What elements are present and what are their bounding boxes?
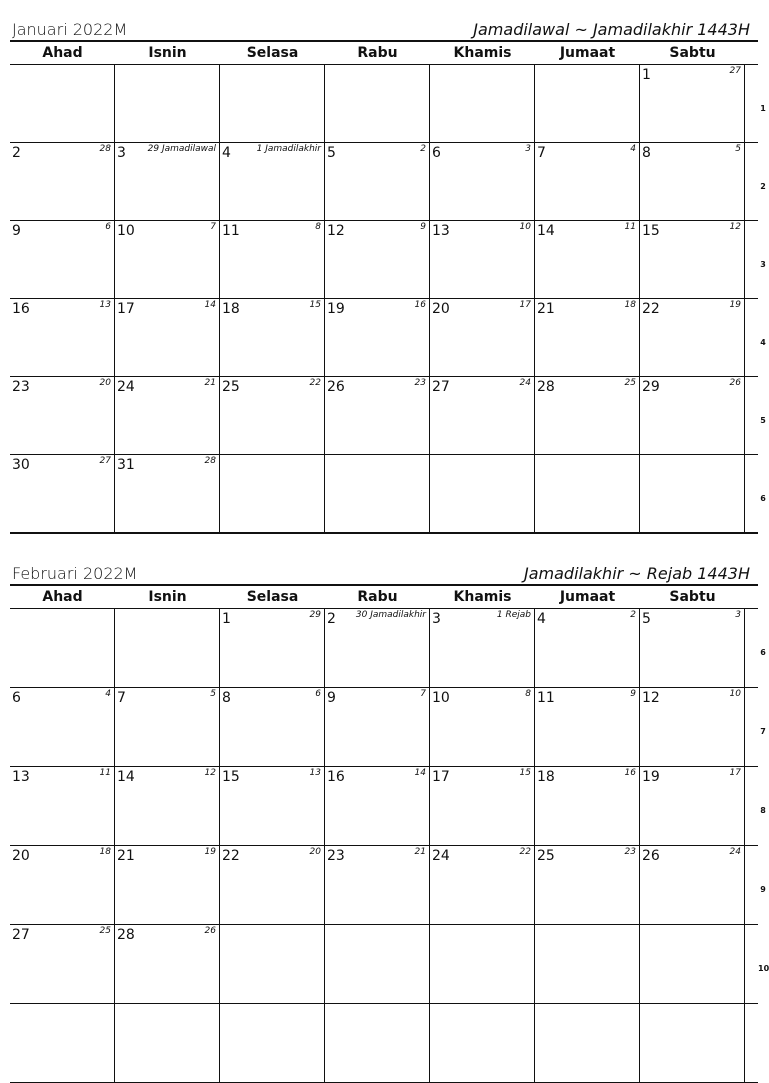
- day-cell: [430, 767, 535, 845]
- gregorian-day-number: 22: [222, 848, 240, 864]
- hijri-day-number: 9: [420, 222, 426, 232]
- hijri-day-number: 28: [99, 144, 111, 154]
- week-number: 5: [760, 416, 766, 425]
- day-cell: [220, 377, 325, 454]
- hijri-day-number: 20: [99, 378, 111, 388]
- day-cell: [535, 377, 640, 454]
- gregorian-day-number: 18: [537, 769, 555, 785]
- hijri-day-number: 8: [525, 689, 531, 699]
- day-cell: [535, 221, 640, 298]
- gregorian-day-number: 5: [642, 611, 651, 627]
- hijri-day-number: 24: [519, 378, 531, 388]
- gregorian-day-number: 21: [537, 301, 555, 317]
- hijri-day-number: 26: [729, 378, 741, 388]
- gregorian-day-number: 15: [222, 769, 240, 785]
- hijri-day-number: 3: [525, 144, 531, 154]
- week-row: [10, 65, 766, 143]
- weekday-label: Selasa: [246, 589, 299, 605]
- day-cell: [115, 609, 220, 687]
- hijri-day-number: 16: [624, 768, 636, 778]
- gregorian-day-number: 2: [327, 611, 336, 627]
- day-cell: [10, 688, 115, 766]
- day-grid: [10, 609, 769, 1083]
- week-row: [10, 1004, 758, 1083]
- week-number: 3: [760, 260, 766, 269]
- gregorian-day-number: 9: [12, 223, 21, 239]
- day-cell: [10, 767, 115, 845]
- day-cell: [325, 143, 430, 220]
- hijri-day-number: 5: [735, 144, 741, 154]
- hijri-day-number: 29 Jamadilawal: [147, 144, 216, 154]
- gregorian-day-number: 16: [327, 769, 345, 785]
- gregorian-day-number: 25: [537, 848, 555, 864]
- hijri-day-number: 11: [99, 768, 111, 778]
- week-row: [10, 767, 766, 846]
- gregorian-day-number: 14: [537, 223, 555, 239]
- day-cell: [220, 925, 325, 1003]
- day-cell: [325, 65, 430, 142]
- hijri-day-number: 27: [729, 66, 741, 76]
- hijri-day-number: 12: [729, 222, 741, 232]
- day-cell: [535, 688, 640, 766]
- gregorian-day-number: 30: [12, 457, 30, 473]
- day-cell: [220, 767, 325, 845]
- gregorian-day-number: 1: [642, 67, 651, 83]
- day-cell: [535, 846, 640, 924]
- gregorian-day-number: 20: [12, 848, 30, 864]
- gregorian-day-number: 6: [432, 145, 441, 161]
- weekday-label: Selasa: [246, 45, 299, 61]
- hijri-day-number: 4: [630, 144, 636, 154]
- day-cell: [325, 846, 430, 924]
- week-number: 6: [760, 494, 766, 503]
- hijri-day-number: 23: [414, 378, 426, 388]
- gregorian-day-number: 3: [117, 145, 126, 161]
- day-cell: [10, 299, 115, 376]
- day-cell: [640, 925, 745, 1003]
- gregorian-day-number: 24: [117, 379, 135, 395]
- hijri-day-number: 22: [519, 847, 531, 857]
- week-row: [10, 609, 766, 688]
- hijri-day-number: 25: [624, 378, 636, 388]
- day-cell: [535, 1004, 640, 1082]
- day-cell: [640, 65, 745, 142]
- gregorian-day-number: 13: [432, 223, 450, 239]
- day-cell: [640, 221, 745, 298]
- day-cell: [220, 846, 325, 924]
- weekday-label: Khamis: [453, 45, 512, 61]
- month-calendar: [10, 562, 769, 1083]
- day-cell: [535, 65, 640, 142]
- gregorian-day-number: 4: [537, 611, 546, 627]
- hijri-day-number: 7: [210, 222, 216, 232]
- hijri-day-number: 19: [729, 300, 741, 310]
- gregorian-day-number: 23: [327, 848, 345, 864]
- hijri-day-number: 13: [309, 768, 321, 778]
- weekday-label: Khamis: [453, 589, 512, 605]
- gregorian-day-number: 8: [222, 690, 231, 706]
- gregorian-day-number: 12: [642, 690, 660, 706]
- gregorian-day-number: 18: [222, 301, 240, 317]
- weekday-label: Sabtu: [669, 589, 716, 605]
- day-cell: [640, 143, 745, 220]
- gregorian-day-number: 10: [117, 223, 135, 239]
- hijri-day-number: 18: [99, 847, 111, 857]
- day-cell: [115, 143, 220, 220]
- day-cell: [220, 221, 325, 298]
- hijri-month-range: Jamadilawal ~ Jamadilakhir 1443H: [473, 20, 750, 39]
- gregorian-day-number: 25: [222, 379, 240, 395]
- day-cell: [10, 1004, 115, 1082]
- gregorian-day-number: 19: [642, 769, 660, 785]
- day-cell: [115, 925, 220, 1003]
- hijri-day-number: 1 Jamadilakhir: [256, 144, 321, 154]
- hijri-day-number: 1 Rejab: [496, 610, 531, 620]
- day-cell: [115, 846, 220, 924]
- gregorian-day-number: 13: [12, 769, 30, 785]
- day-cell: [10, 609, 115, 687]
- gregorian-day-number: 11: [537, 690, 555, 706]
- hijri-day-number: 21: [414, 847, 426, 857]
- day-cell: [325, 221, 430, 298]
- day-cell: [430, 299, 535, 376]
- day-cell: [10, 221, 115, 298]
- gregorian-day-number: 29: [642, 379, 660, 395]
- gregorian-day-number: 4: [222, 145, 231, 161]
- hijri-day-number: 19: [204, 847, 216, 857]
- day-cell: [640, 846, 745, 924]
- gregorian-day-number: 5: [327, 145, 336, 161]
- hijri-day-number: 30 Jamadilakhir: [355, 610, 426, 620]
- hijri-day-number: 20: [309, 847, 321, 857]
- day-cell: [430, 65, 535, 142]
- day-cell: [115, 299, 220, 376]
- gregorian-day-number: 8: [642, 145, 651, 161]
- hijri-day-number: 17: [729, 768, 741, 778]
- gregorian-day-number: 12: [327, 223, 345, 239]
- week-number: 9: [760, 885, 766, 894]
- hijri-day-number: 17: [519, 300, 531, 310]
- weekday-label: Jumaat: [559, 45, 616, 61]
- hijri-day-number: 14: [414, 768, 426, 778]
- day-cell: [325, 925, 430, 1003]
- day-cell: [220, 299, 325, 376]
- week-row: [10, 143, 766, 221]
- day-cell: [10, 377, 115, 454]
- hijri-day-number: 15: [519, 768, 531, 778]
- gregorian-day-number: 26: [642, 848, 660, 864]
- day-cell: [115, 377, 220, 454]
- day-cell: [325, 377, 430, 454]
- week-row: [10, 925, 769, 1004]
- day-cell: [325, 688, 430, 766]
- gregorian-day-number: 23: [12, 379, 30, 395]
- day-cell: [115, 767, 220, 845]
- week-row: [10, 377, 766, 455]
- day-cell: [220, 65, 325, 142]
- day-cell: [115, 65, 220, 142]
- hijri-day-number: 4: [105, 689, 111, 699]
- day-cell: [220, 1004, 325, 1082]
- week-number: 4: [760, 338, 766, 347]
- hijri-day-number: 13: [99, 300, 111, 310]
- gregorian-day-number: 7: [117, 690, 126, 706]
- hijri-day-number: 15: [309, 300, 321, 310]
- gregorian-day-number: 19: [327, 301, 345, 317]
- hijri-day-number: 22: [309, 378, 321, 388]
- weekday-header-row: [10, 40, 758, 65]
- hijri-day-number: 3: [735, 610, 741, 620]
- hijri-month-range: Jamadilakhir ~ Rejab 1443H: [524, 564, 750, 583]
- hijri-day-number: 2: [420, 144, 426, 154]
- day-cell: [430, 846, 535, 924]
- gregorian-day-number: 28: [117, 927, 135, 943]
- day-cell: [220, 688, 325, 766]
- hijri-day-number: 16: [414, 300, 426, 310]
- day-cell: [115, 221, 220, 298]
- weekday-label: Rabu: [357, 589, 398, 605]
- hijri-day-number: 2: [630, 610, 636, 620]
- weekday-label: Jumaat: [559, 589, 616, 605]
- day-cell: [640, 299, 745, 376]
- week-row: [10, 299, 766, 377]
- weekday-header-row: [10, 584, 758, 609]
- day-grid: [10, 65, 766, 534]
- day-cell: [430, 143, 535, 220]
- day-cell: [535, 299, 640, 376]
- gregorian-day-number: 10: [432, 690, 450, 706]
- gregorian-day-number: 22: [642, 301, 660, 317]
- day-cell: [325, 1004, 430, 1082]
- gregorian-day-number: 15: [642, 223, 660, 239]
- gregorian-day-number: 9: [327, 690, 336, 706]
- hijri-day-number: 14: [204, 300, 216, 310]
- hijri-day-number: 24: [729, 847, 741, 857]
- gregorian-day-number: 28: [537, 379, 555, 395]
- month-header: [10, 562, 758, 584]
- week-number: 1: [760, 104, 766, 113]
- day-cell: [325, 767, 430, 845]
- week-number: 8: [760, 806, 766, 815]
- week-number: 6: [760, 648, 766, 657]
- gregorian-day-number: 27: [12, 927, 30, 943]
- hijri-day-number: 26: [204, 926, 216, 936]
- day-cell: [430, 221, 535, 298]
- weekday-label: Ahad: [42, 45, 83, 61]
- day-cell: [640, 455, 745, 532]
- gregorian-day-number: 21: [117, 848, 135, 864]
- day-cell: [640, 767, 745, 845]
- gregorian-day-number: 3: [432, 611, 441, 627]
- week-number: 7: [760, 727, 766, 736]
- hijri-day-number: 10: [519, 222, 531, 232]
- week-row: [10, 846, 766, 925]
- day-cell: [640, 1004, 745, 1082]
- day-cell: [430, 688, 535, 766]
- weekday-label: Isnin: [148, 589, 187, 605]
- day-cell: [535, 143, 640, 220]
- gregorian-day-number: 1: [222, 611, 231, 627]
- gregorian-day-number: 17: [117, 301, 135, 317]
- day-cell: [10, 846, 115, 924]
- day-cell: [430, 377, 535, 454]
- day-cell: [640, 609, 745, 687]
- hijri-day-number: 5: [210, 689, 216, 699]
- gregorian-day-number: 6: [12, 690, 21, 706]
- weekday-label: Isnin: [148, 45, 187, 61]
- hijri-day-number: 12: [204, 768, 216, 778]
- day-cell: [10, 455, 115, 532]
- gregorian-day-number: 14: [117, 769, 135, 785]
- hijri-day-number: 23: [624, 847, 636, 857]
- day-cell: [430, 455, 535, 532]
- gregorian-day-number: 7: [537, 145, 546, 161]
- month-calendar: [10, 18, 766, 534]
- day-cell: [535, 609, 640, 687]
- hijri-day-number: 6: [105, 222, 111, 232]
- gregorian-day-number: 16: [12, 301, 30, 317]
- week-row: [10, 688, 766, 767]
- gregorian-day-number: 27: [432, 379, 450, 395]
- gregorian-day-number: 17: [432, 769, 450, 785]
- hijri-day-number: 29: [309, 610, 321, 620]
- day-cell: [535, 455, 640, 532]
- hijri-day-number: 25: [99, 926, 111, 936]
- day-cell: [535, 767, 640, 845]
- day-cell: [115, 688, 220, 766]
- day-cell: [220, 143, 325, 220]
- hijri-day-number: 11: [624, 222, 636, 232]
- day-cell: [430, 1004, 535, 1082]
- hijri-day-number: 18: [624, 300, 636, 310]
- week-row: [10, 221, 766, 299]
- weekday-label: Ahad: [42, 589, 83, 605]
- gregorian-day-number: 2: [12, 145, 21, 161]
- day-cell: [325, 299, 430, 376]
- day-cell: [10, 65, 115, 142]
- gregorian-day-number: 24: [432, 848, 450, 864]
- month-title: Februari 2022M: [12, 564, 138, 583]
- day-cell: [640, 377, 745, 454]
- week-row: [10, 455, 766, 534]
- day-cell: [10, 143, 115, 220]
- day-cell: [640, 688, 745, 766]
- day-cell: [115, 455, 220, 532]
- day-cell: [430, 925, 535, 1003]
- day-cell: [220, 609, 325, 687]
- week-number: 2: [760, 182, 766, 191]
- day-cell: [325, 609, 430, 687]
- gregorian-day-number: 20: [432, 301, 450, 317]
- gregorian-day-number: 31: [117, 457, 135, 473]
- day-cell: [325, 455, 430, 532]
- month-title: Januari 2022M: [12, 20, 128, 39]
- day-cell: [115, 1004, 220, 1082]
- hijri-day-number: 28: [204, 456, 216, 466]
- hijri-day-number: 8: [315, 222, 321, 232]
- hijri-day-number: 21: [204, 378, 216, 388]
- month-header: [10, 18, 758, 40]
- day-cell: [10, 925, 115, 1003]
- day-cell: [430, 609, 535, 687]
- hijri-day-number: 6: [315, 689, 321, 699]
- day-cell: [220, 455, 325, 532]
- day-cell: [535, 925, 640, 1003]
- weekday-label: Rabu: [357, 45, 398, 61]
- gregorian-day-number: 11: [222, 223, 240, 239]
- hijri-day-number: 9: [630, 689, 636, 699]
- gregorian-day-number: 26: [327, 379, 345, 395]
- weekday-label: Sabtu: [669, 45, 716, 61]
- week-number: 10: [758, 964, 769, 973]
- hijri-day-number: 7: [420, 689, 426, 699]
- hijri-day-number: 27: [99, 456, 111, 466]
- hijri-day-number: 10: [729, 689, 741, 699]
